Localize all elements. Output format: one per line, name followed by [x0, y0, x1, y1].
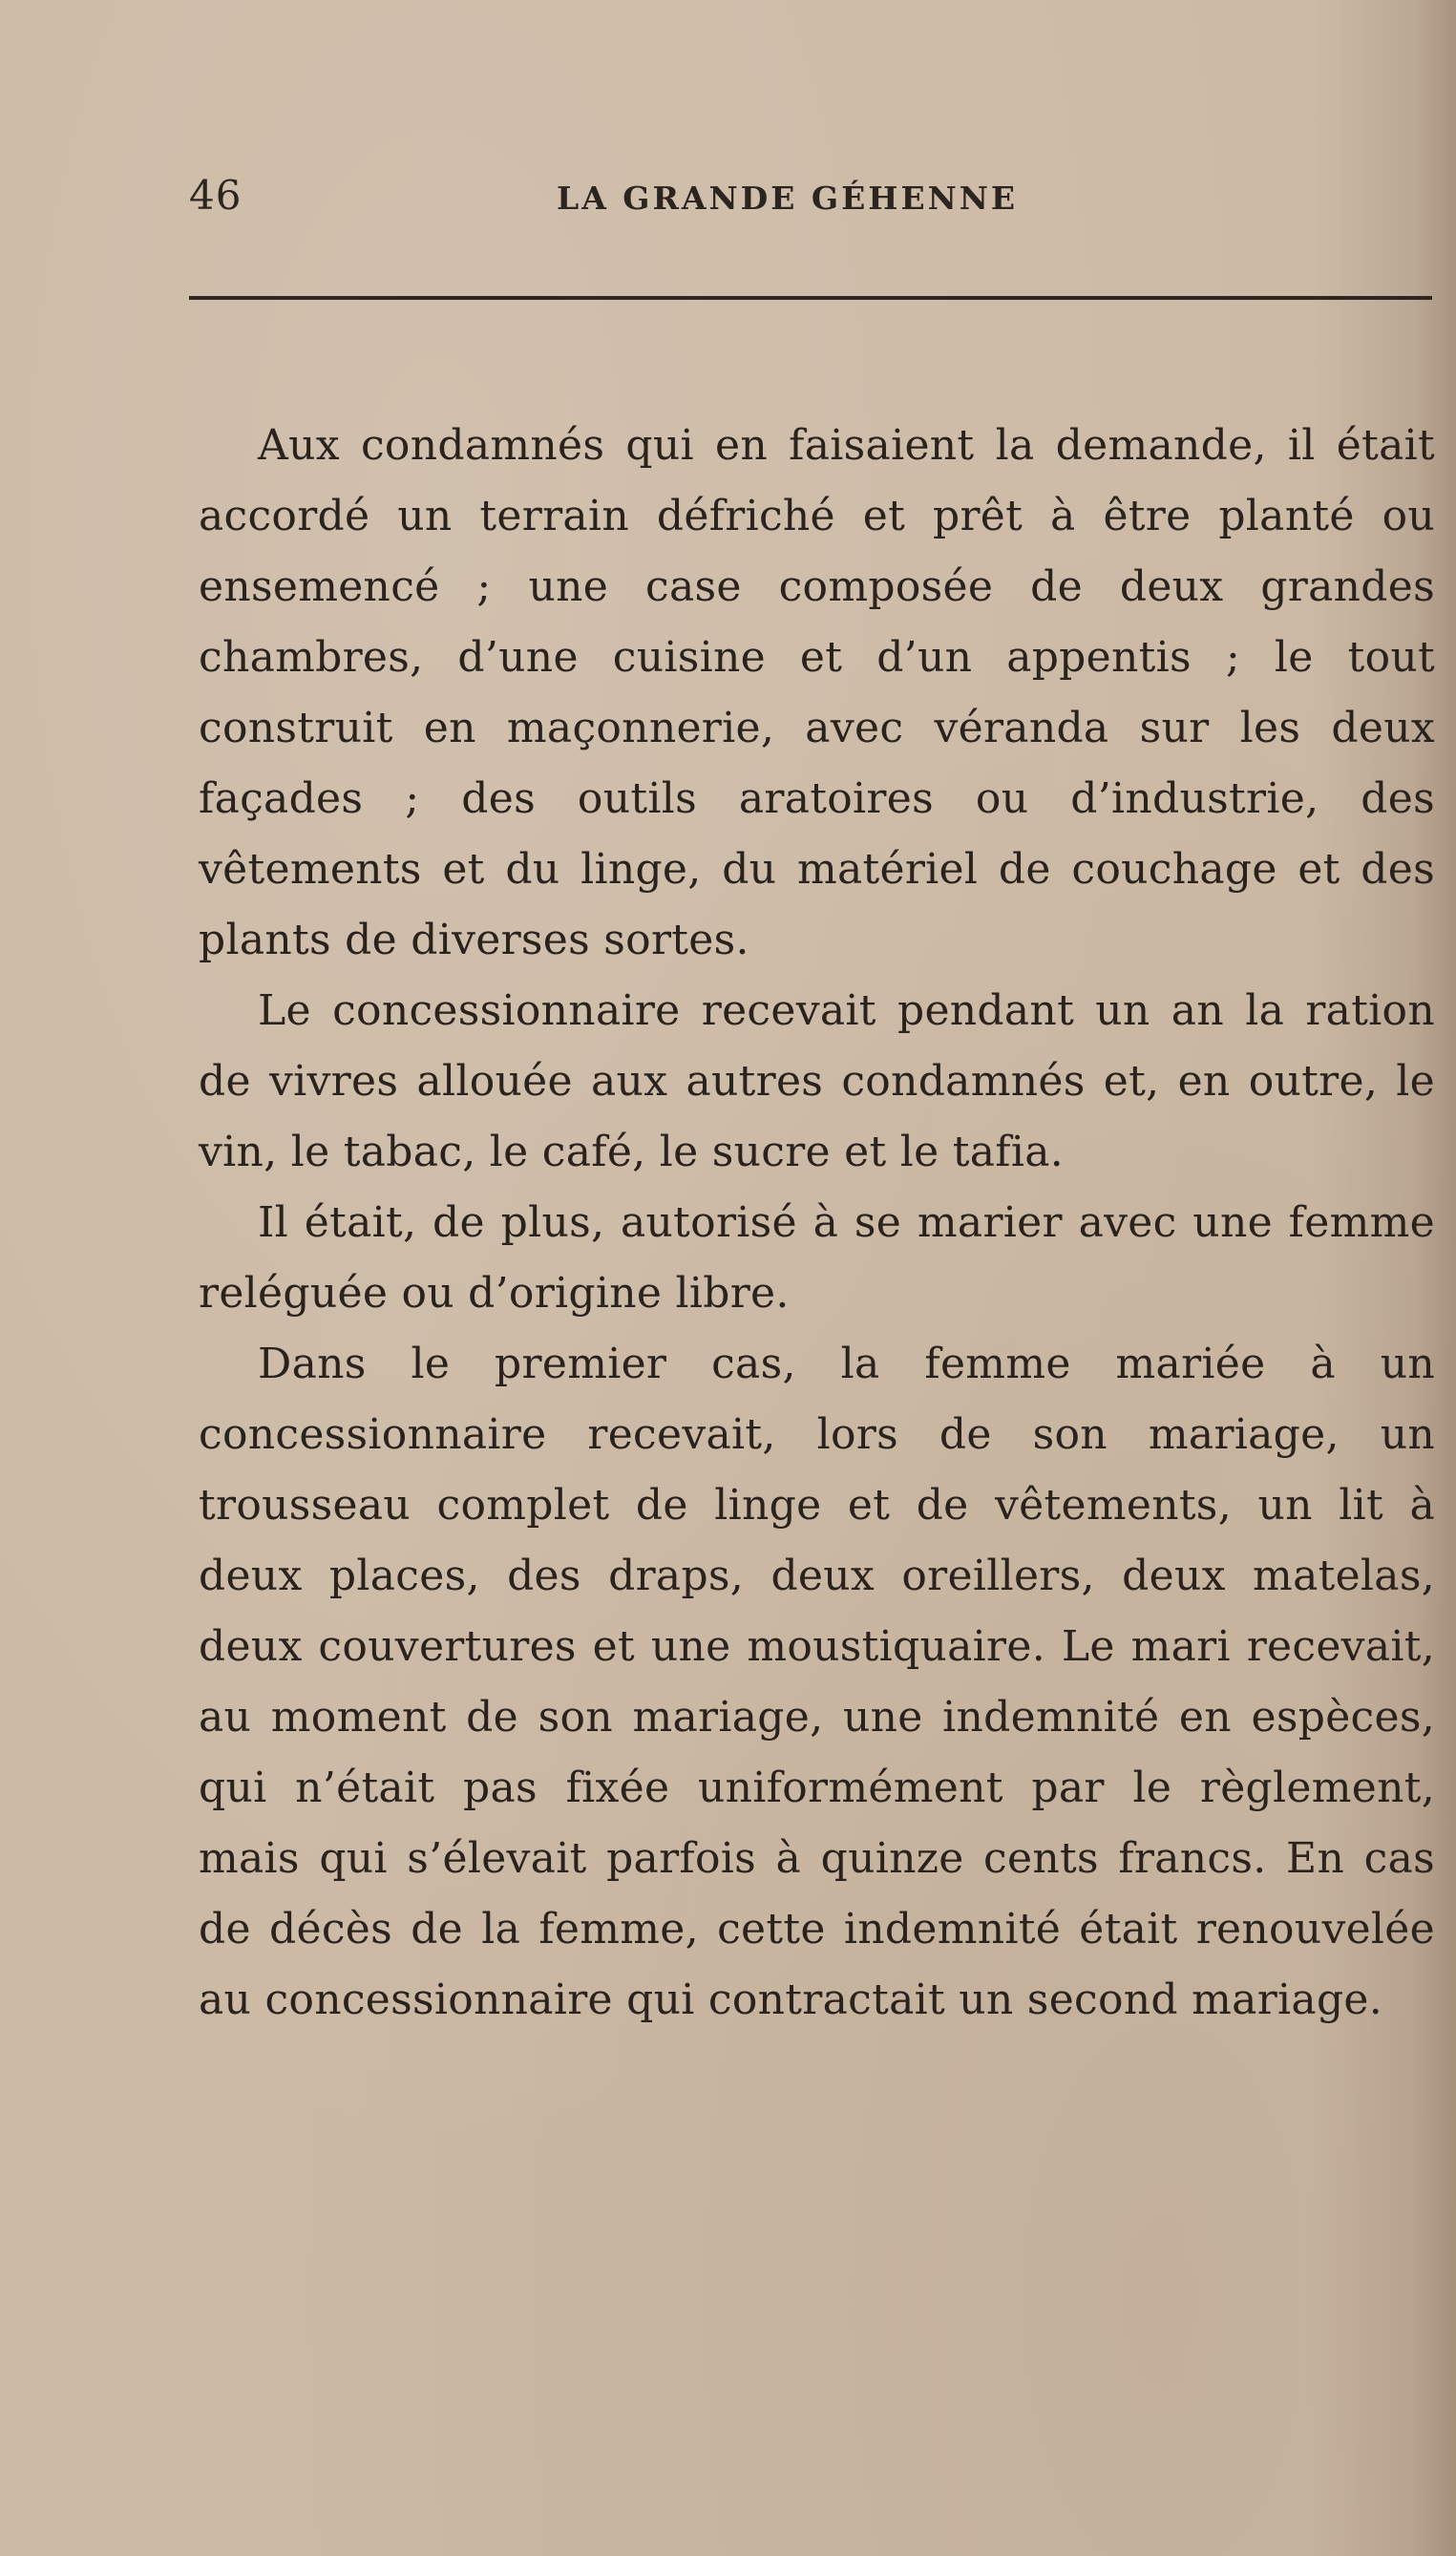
page-number: 46: [189, 172, 243, 219]
body-text: [199, 411, 1435, 2036]
paragraph-4: Dans le premier cas, la femme mariée à un concessionnaire recevait, lors de son mariage, un trousseau complet de linge et de vêtements, un lit à deux places, des draps, deux oreillers, deux matelas, deux couvertures et une moustiquaire. Le mari recevait, au moment de son mariage, une indemnité en espèces, qui n’était pas fixée uniformément par le règlement, mais qui s’élevait parfois à quinze cents francs. En cas de décès de la femme, cette indemnité était renouvelée au concessionnaire qui contractait un second mariage.: [199, 1340, 1435, 2024]
header-rule: [189, 296, 1432, 300]
running-title: LA GRANDE GÉHENNE: [557, 180, 1019, 217]
paragraph-2: Le concessionnaire recevait pendant un an la ration de vivres allouée aux autres condamnés et, en outre, le vin, le tabac, le café, le sucre et le tafia.: [199, 986, 1435, 1176]
page-header: [189, 162, 1432, 229]
paragraph-3: Il était, de plus, autorisé à se marier avec une femme reléguée ou d’origine libre.: [199, 1198, 1435, 1318]
paragraph-1: Aux condamnés qui en faisaient la demande, il était accordé un terrain défriché et prêt à être planté ou ensemencé ; une case composée de deux grandes chambres, d’une cuisine et d’un appentis ; le tout construit en maçonnerie, avec véranda sur les deux façades ; des outils aratoires ou d’industrie, des vêtements et du linge, du matériel de couchage et des plants de diverses sortes.: [199, 421, 1435, 964]
